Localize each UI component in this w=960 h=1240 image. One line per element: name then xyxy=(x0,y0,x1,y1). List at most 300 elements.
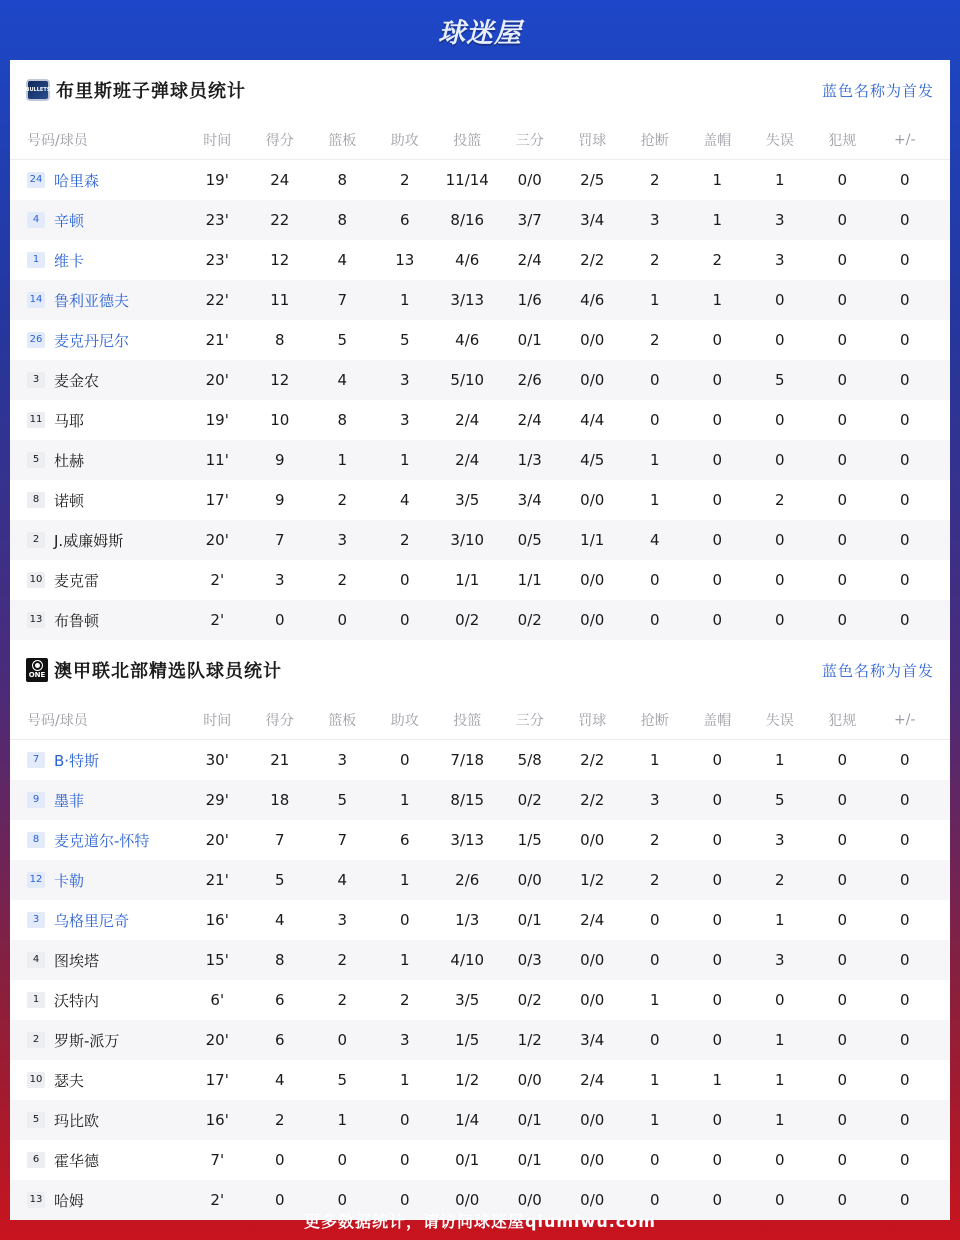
table-row[interactable] xyxy=(10,1100,950,1140)
jersey-number-badge: 3 xyxy=(27,912,45,928)
stat-cell: 8 xyxy=(337,411,348,429)
stat-cell: 1 xyxy=(774,1071,785,1089)
player-cell xyxy=(10,330,186,351)
stat-cell: 19' xyxy=(205,411,229,429)
stat-cell: 1/2 xyxy=(517,1031,542,1049)
stat-cell: 3 xyxy=(399,411,410,429)
stat-cell: 1 xyxy=(712,211,723,229)
stat-cell: 7 xyxy=(337,831,348,849)
stat-cell: 2 xyxy=(712,251,723,269)
stat-cell: 2/2 xyxy=(580,251,605,269)
stat-cell: 9 xyxy=(274,451,285,469)
stat-cell: 0 xyxy=(899,951,910,969)
stat-cell: 0 xyxy=(837,1031,848,1049)
stat-cell: 0/2 xyxy=(517,991,542,1009)
stat-cell: 1 xyxy=(649,491,660,509)
stat-cell: 0 xyxy=(837,251,848,269)
player-cell xyxy=(10,910,186,931)
stat-cell: 0 xyxy=(899,291,910,309)
stat-cell: 2 xyxy=(337,571,348,589)
stat-cell: 0 xyxy=(899,991,910,1009)
table-row[interactable] xyxy=(10,160,950,200)
stat-cell: 1 xyxy=(712,171,723,189)
stat-cell: 1 xyxy=(399,791,410,809)
table-header-row xyxy=(10,120,950,160)
stat-cell: 0/0 xyxy=(580,1191,605,1209)
player-name[interactable]: 图埃塔 xyxy=(54,951,100,970)
stat-cell: 4/6 xyxy=(455,251,480,269)
table-row[interactable] xyxy=(10,1060,950,1100)
player-name[interactable]: 霍华德 xyxy=(54,1151,100,1170)
jersey-number-badge: 14 xyxy=(27,292,45,308)
starter-legend-note: 蓝色名称为首发 xyxy=(821,662,934,680)
top-banner xyxy=(0,0,960,60)
player-cell xyxy=(10,750,186,771)
table-row[interactable] xyxy=(10,360,950,400)
stat-cell: 5/10 xyxy=(450,371,485,389)
stat-cell: 0 xyxy=(274,1191,285,1209)
stat-cell: 3 xyxy=(649,211,660,229)
stat-cell: 6 xyxy=(274,991,285,1009)
table-row[interactable] xyxy=(10,900,950,940)
stat-cell: 4/6 xyxy=(455,331,480,349)
stat-cell: 1 xyxy=(649,991,660,1009)
stat-cell: 0/2 xyxy=(517,611,542,629)
stat-cell: 0 xyxy=(649,611,660,629)
player-cell xyxy=(10,790,186,811)
column-header: 罚球 xyxy=(578,712,607,729)
stat-cell: 0 xyxy=(837,1071,848,1089)
player-cell xyxy=(10,410,186,431)
stat-cell: 6' xyxy=(210,991,225,1009)
player-name[interactable]: 辛顿 xyxy=(54,211,85,230)
stats-card xyxy=(10,60,950,1210)
table-row[interactable] xyxy=(10,200,950,240)
player-name[interactable]: 哈里森 xyxy=(54,171,100,190)
stat-cell: 20' xyxy=(205,371,229,389)
stat-cell: 0 xyxy=(837,571,848,589)
stat-cell: 0 xyxy=(649,1191,660,1209)
stat-cell: 0 xyxy=(837,211,848,229)
stat-cell: 3 xyxy=(337,751,348,769)
stat-cell: 16' xyxy=(205,1111,229,1129)
player-cell xyxy=(10,490,186,511)
player-cell xyxy=(10,530,186,551)
player-name[interactable]: J.威廉姆斯 xyxy=(54,531,124,550)
stat-cell: 12 xyxy=(270,251,290,269)
stat-cell: 3 xyxy=(774,251,785,269)
stat-cell: 1/1 xyxy=(517,571,542,589)
stat-cell: 0 xyxy=(649,951,660,969)
stat-cell: 0 xyxy=(274,611,285,629)
jersey-number-badge: 13 xyxy=(27,1192,45,1208)
stat-cell: 0 xyxy=(899,751,910,769)
table-row[interactable] xyxy=(10,280,950,320)
one-logo-icon xyxy=(26,658,48,682)
stat-cell: 1/1 xyxy=(580,531,605,549)
player-name[interactable]: B·特斯 xyxy=(54,751,100,770)
jersey-number-badge: 10 xyxy=(27,572,45,588)
player-name[interactable]: 麦克道尔-怀特 xyxy=(54,831,150,850)
stat-cell: 2/2 xyxy=(580,751,605,769)
stat-cell: 0 xyxy=(712,411,723,429)
stat-cell: 4 xyxy=(274,911,285,929)
stat-cell: 3/4 xyxy=(517,491,542,509)
stat-cell: 5 xyxy=(337,1071,348,1089)
jersey-number-badge: 1 xyxy=(27,252,45,268)
stat-cell: 0/0 xyxy=(580,331,605,349)
player-cell xyxy=(10,210,186,231)
stat-cell: 1 xyxy=(399,951,410,969)
team-section-nbl1-north xyxy=(10,640,950,1220)
stat-cell: 2/2 xyxy=(580,791,605,809)
stat-cell: 0 xyxy=(899,371,910,389)
stat-cell: 0 xyxy=(899,571,910,589)
player-name[interactable]: 乌格里尼奇 xyxy=(54,911,130,930)
column-header: +/- xyxy=(894,711,916,728)
stat-cell: 0 xyxy=(899,1031,910,1049)
stat-cell: 0 xyxy=(712,951,723,969)
player-name[interactable]: 麦克丹尼尔 xyxy=(54,331,130,350)
stat-cell: 9 xyxy=(274,491,285,509)
stat-cell: 2 xyxy=(399,991,410,1009)
stat-cell: 2 xyxy=(337,951,348,969)
stat-cell: 3 xyxy=(274,571,285,589)
stat-cell: 1/2 xyxy=(580,871,605,889)
stat-cell: 0 xyxy=(712,491,723,509)
stat-cell: 0 xyxy=(837,951,848,969)
stat-cell: 3 xyxy=(399,1031,410,1049)
stat-cell: 0/0 xyxy=(517,1191,542,1209)
stat-cell: 11/14 xyxy=(445,171,489,189)
column-header: 投篮 xyxy=(453,132,482,149)
player-cell xyxy=(10,250,186,271)
stat-cell: 6 xyxy=(399,211,410,229)
table-row[interactable] xyxy=(10,1140,950,1180)
stat-cell: 0 xyxy=(899,611,910,629)
table-row[interactable] xyxy=(10,400,950,440)
stat-cell: 8 xyxy=(337,211,348,229)
table-row[interactable] xyxy=(10,480,950,520)
column-header: 三分 xyxy=(515,712,544,729)
stat-cell: 3/4 xyxy=(580,211,605,229)
stat-cell: 19' xyxy=(205,171,229,189)
stat-cell: 10 xyxy=(270,411,290,429)
stat-cell: 0/1 xyxy=(517,1111,542,1129)
stat-cell: 3/7 xyxy=(517,211,542,229)
stat-cell: 0 xyxy=(649,571,660,589)
stat-cell: 0 xyxy=(899,411,910,429)
player-name[interactable]: 罗斯-派万 xyxy=(54,1031,120,1050)
stat-cell: 0 xyxy=(712,751,723,769)
player-name[interactable]: 墨菲 xyxy=(54,791,85,810)
jersey-number-badge: 7 xyxy=(27,752,45,768)
stat-cell: 3 xyxy=(774,211,785,229)
stat-cell: 2 xyxy=(337,991,348,1009)
stat-cell: 3/10 xyxy=(450,531,485,549)
column-header: 篮板 xyxy=(328,132,357,149)
stat-cell: 23' xyxy=(205,251,229,269)
jersey-number-badge: 8 xyxy=(27,832,45,848)
table-row[interactable] xyxy=(10,600,950,640)
player-name[interactable]: 诺顿 xyxy=(54,491,85,510)
team-section-bullets xyxy=(10,60,950,640)
stat-cell: 2/4 xyxy=(455,451,480,469)
stat-cell: 0/0 xyxy=(580,611,605,629)
player-name[interactable]: 麦金农 xyxy=(54,371,100,390)
stat-cell: 0/0 xyxy=(580,571,605,589)
jersey-number-badge: 12 xyxy=(27,872,45,888)
stat-cell: 0 xyxy=(899,171,910,189)
stat-cell: 21' xyxy=(205,331,229,349)
table-row[interactable] xyxy=(10,520,950,560)
stat-cell: 2 xyxy=(399,171,410,189)
stat-cell: 0 xyxy=(712,531,723,549)
stat-cell: 0 xyxy=(899,1071,910,1089)
stat-cell: 0/0 xyxy=(455,1191,480,1209)
stat-cell: 0 xyxy=(899,1191,910,1209)
stat-cell: 6 xyxy=(399,831,410,849)
stat-cell: 0/1 xyxy=(455,1151,480,1169)
stat-cell: 4 xyxy=(337,251,348,269)
stat-cell: 20' xyxy=(205,531,229,549)
jersey-number-badge: 5 xyxy=(27,452,45,468)
stat-cell: 1 xyxy=(774,1111,785,1129)
stat-cell: 0 xyxy=(837,991,848,1009)
stat-cell: 1 xyxy=(774,1031,785,1049)
stat-cell: 2/4 xyxy=(455,411,480,429)
stat-cell: 23' xyxy=(205,211,229,229)
stat-cell: 0/3 xyxy=(517,951,542,969)
column-header: 得分 xyxy=(265,132,294,149)
stat-cell: 4 xyxy=(649,531,660,549)
stat-cell: 0/0 xyxy=(517,871,542,889)
stat-cell: 1 xyxy=(649,1071,660,1089)
player-name[interactable]: 麦克雷 xyxy=(54,571,100,590)
stat-cell: 1 xyxy=(337,451,348,469)
player-name[interactable]: 布鲁顿 xyxy=(54,611,100,630)
jersey-number-badge: 9 xyxy=(27,792,45,808)
player-name[interactable]: 卡勒 xyxy=(54,871,85,890)
player-cell xyxy=(10,610,186,631)
stat-cell: 2 xyxy=(399,531,410,549)
stat-cell: 0 xyxy=(837,531,848,549)
table-row[interactable] xyxy=(10,320,950,360)
stat-cell: 11 xyxy=(270,291,290,309)
stat-cell: 4/4 xyxy=(580,411,605,429)
stat-cell: 2 xyxy=(649,251,660,269)
stat-cell: 15' xyxy=(205,951,229,969)
player-cell xyxy=(10,950,186,971)
stat-cell: 0 xyxy=(837,1111,848,1129)
stat-cell: 4 xyxy=(274,1071,285,1089)
stat-cell: 2 xyxy=(649,871,660,889)
logo-text: ONE xyxy=(28,671,46,679)
column-header: 投篮 xyxy=(453,712,482,729)
stat-cell: 0 xyxy=(774,991,785,1009)
stat-cell: 30' xyxy=(205,751,229,769)
table-row[interactable] xyxy=(10,560,950,600)
stat-cell: 0 xyxy=(649,1031,660,1049)
stat-cell: 0 xyxy=(712,871,723,889)
table-row[interactable] xyxy=(10,940,950,980)
stat-cell: 0 xyxy=(399,1191,410,1209)
player-name[interactable]: 维卡 xyxy=(54,251,85,270)
stat-cell: 0 xyxy=(337,611,348,629)
stat-cell: 0 xyxy=(712,791,723,809)
column-header: 助攻 xyxy=(390,712,419,729)
stat-cell: 1/5 xyxy=(517,831,542,849)
stat-cell: 0/0 xyxy=(580,1111,605,1129)
stat-cell: 2/4 xyxy=(580,911,605,929)
stat-cell: 7/18 xyxy=(450,751,485,769)
stat-cell: 20' xyxy=(205,831,229,849)
stat-cell: 7 xyxy=(274,531,285,549)
table-row[interactable] xyxy=(10,980,950,1020)
column-header: 罚球 xyxy=(578,132,607,149)
stat-cell: 4 xyxy=(399,491,410,509)
table-header-row xyxy=(10,700,950,740)
player-name[interactable]: 玛比欧 xyxy=(54,1111,100,1130)
stat-cell: 1 xyxy=(649,751,660,769)
stat-cell: 1 xyxy=(712,291,723,309)
table-row[interactable] xyxy=(10,820,950,860)
stat-cell: 0 xyxy=(899,1111,910,1129)
stat-cell: 8/16 xyxy=(450,211,485,229)
stat-cell: 1 xyxy=(399,871,410,889)
stat-cell: 0 xyxy=(837,371,848,389)
stat-cell: 0 xyxy=(774,531,785,549)
stat-cell: 0 xyxy=(774,1191,785,1209)
jersey-number-badge: 13 xyxy=(27,612,45,628)
stat-cell: 1 xyxy=(399,451,410,469)
column-header: 盖帽 xyxy=(703,132,732,149)
stat-cell: 2 xyxy=(274,1111,285,1129)
player-cell xyxy=(10,990,186,1011)
stat-cell: 0/0 xyxy=(580,491,605,509)
stat-cell: 0 xyxy=(837,331,848,349)
player-name[interactable]: 瑟夫 xyxy=(54,1071,85,1090)
stat-cell: 4/10 xyxy=(450,951,485,969)
player-cell xyxy=(10,870,186,891)
stat-cell: 0 xyxy=(899,871,910,889)
column-header: 号码/球员 xyxy=(27,712,88,729)
stat-cell: 0 xyxy=(649,411,660,429)
stat-cell: 1/1 xyxy=(455,571,480,589)
stat-cell: 5 xyxy=(774,371,785,389)
stat-cell: 3/13 xyxy=(450,291,485,309)
stat-cell: 1 xyxy=(774,751,785,769)
column-header: +/- xyxy=(894,131,916,148)
stat-cell: 0 xyxy=(774,411,785,429)
stat-cell: 0 xyxy=(712,331,723,349)
column-header: 失误 xyxy=(765,712,794,729)
stat-cell: 3/4 xyxy=(580,1031,605,1049)
table-row[interactable] xyxy=(10,860,950,900)
column-header: 时间 xyxy=(203,712,232,729)
stat-cell: 0 xyxy=(837,1191,848,1209)
column-header: 时间 xyxy=(203,132,232,149)
player-name[interactable]: 马耶 xyxy=(54,411,85,430)
stat-cell: 0/1 xyxy=(517,911,542,929)
player-cell xyxy=(10,450,186,471)
stat-cell: 0 xyxy=(899,491,910,509)
player-name[interactable]: 沃特内 xyxy=(54,991,100,1010)
stat-cell: 0 xyxy=(712,371,723,389)
stat-cell: 17' xyxy=(205,491,229,509)
player-cell xyxy=(10,1110,186,1131)
stat-cell: 0 xyxy=(649,1151,660,1169)
player-cell xyxy=(10,830,186,851)
jersey-number-badge: 26 xyxy=(27,332,45,348)
stat-cell: 2/4 xyxy=(580,1071,605,1089)
stat-cell: 24 xyxy=(270,171,290,189)
stat-cell: 3 xyxy=(337,531,348,549)
table-row[interactable] xyxy=(10,240,950,280)
player-name[interactable]: 杜赫 xyxy=(54,451,85,470)
stat-cell: 0 xyxy=(712,831,723,849)
stat-cell: 0 xyxy=(837,171,848,189)
footer-link[interactable]: 更多数据统计，请访问球迷屋qiumiwu.com xyxy=(304,1211,656,1231)
table-row[interactable] xyxy=(10,440,950,480)
section-header xyxy=(10,640,950,700)
stat-cell: 5 xyxy=(337,791,348,809)
stat-cell: 0 xyxy=(649,911,660,929)
stat-cell: 0 xyxy=(837,871,848,889)
stat-cell: 0 xyxy=(837,611,848,629)
stat-cell: 0 xyxy=(399,611,410,629)
bullets-logo-icon: BULLETS xyxy=(26,79,50,101)
stat-cell: 0 xyxy=(712,1191,723,1209)
stat-cell: 0 xyxy=(774,611,785,629)
stat-cell: 0 xyxy=(712,991,723,1009)
player-name[interactable]: 哈姆 xyxy=(54,1191,85,1210)
column-header: 助攻 xyxy=(390,132,419,149)
stat-cell: 0 xyxy=(712,451,723,469)
player-cell xyxy=(10,1070,186,1091)
stat-cell: 12 xyxy=(270,371,290,389)
stat-cell: 0 xyxy=(837,791,848,809)
stat-cell: 22' xyxy=(205,291,229,309)
stat-cell: 3/5 xyxy=(455,491,480,509)
player-name[interactable]: 鲁利亚德夫 xyxy=(54,291,130,310)
stat-cell: 1/3 xyxy=(455,911,480,929)
brand-logo: 球迷屋 xyxy=(438,17,522,49)
table-row[interactable] xyxy=(10,780,950,820)
stat-cell: 0 xyxy=(337,1031,348,1049)
stat-cell: 5 xyxy=(337,331,348,349)
table-row[interactable] xyxy=(10,740,950,780)
stat-cell: 3/5 xyxy=(455,991,480,1009)
stat-cell: 5 xyxy=(774,791,785,809)
column-header: 失误 xyxy=(765,132,794,149)
stat-cell: 6 xyxy=(274,1031,285,1049)
jersey-number-badge: 3 xyxy=(27,372,45,388)
stat-cell: 7' xyxy=(210,1151,225,1169)
jersey-number-badge: 4 xyxy=(27,212,45,228)
stat-cell: 0/2 xyxy=(517,791,542,809)
starter-legend-note: 蓝色名称为首发 xyxy=(821,82,934,100)
stat-cell: 2' xyxy=(210,611,225,629)
jersey-number-badge: 6 xyxy=(27,1152,45,1168)
stat-cell: 1/4 xyxy=(455,1111,480,1129)
stat-cell: 1 xyxy=(649,1111,660,1129)
table-row[interactable] xyxy=(10,1020,950,1060)
stat-cell: 0/0 xyxy=(517,171,542,189)
stat-cell: 1 xyxy=(774,171,785,189)
stat-cell: 4/6 xyxy=(580,291,605,309)
jersey-number-badge: 24 xyxy=(27,172,45,188)
